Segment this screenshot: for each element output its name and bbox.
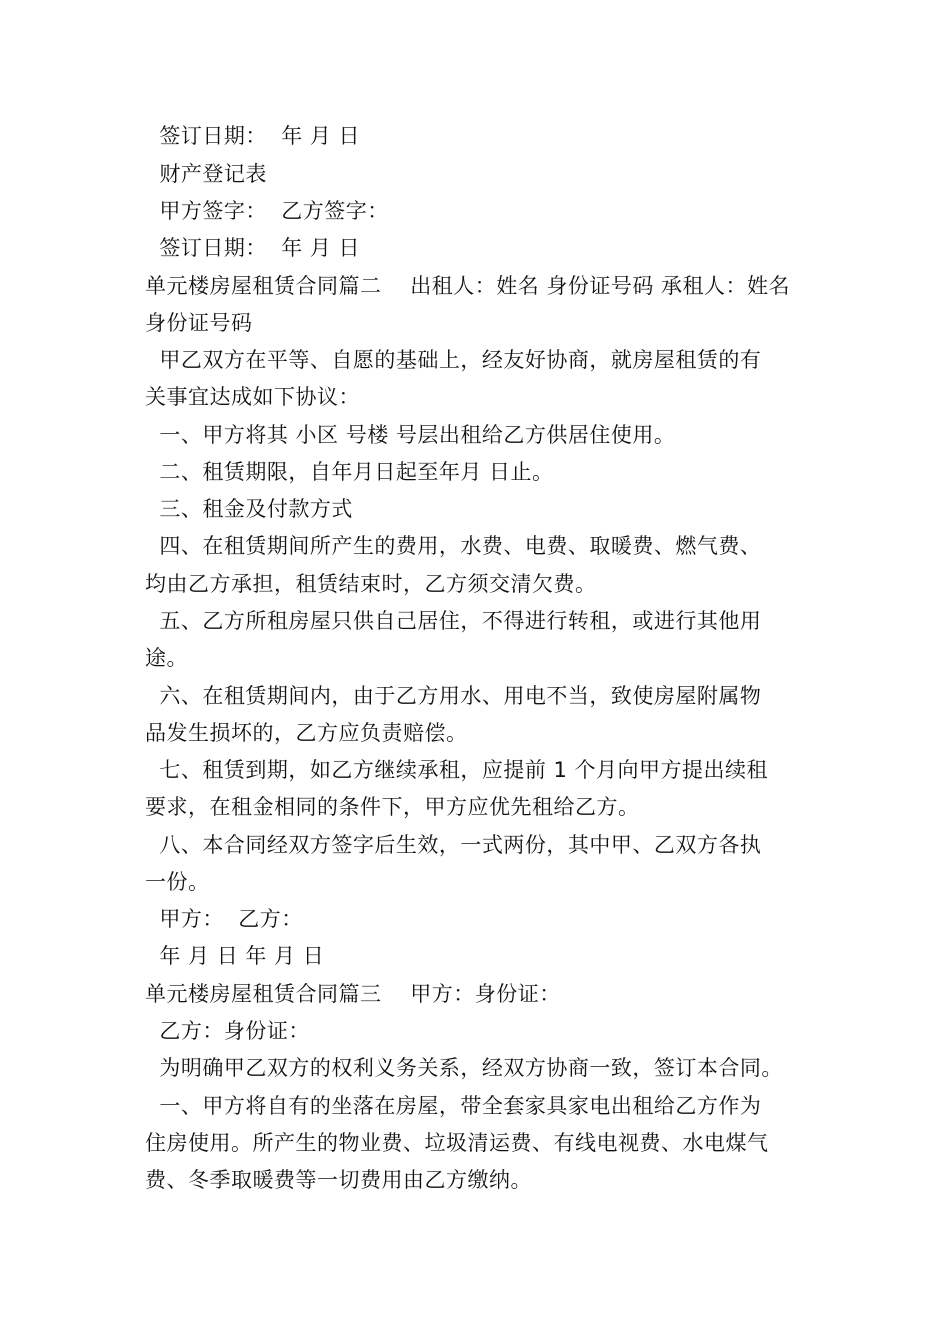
date-line: 年 月 日 年 月 日 — [145, 944, 325, 968]
contract-two-heading: 单元楼房屋租赁合同篇二 出租人：姓名 身份证号码 承租人：姓名 — [145, 274, 791, 298]
clause-line: 一、甲方将其 小区 号楼 号层出租给乙方供居住使用。 — [145, 423, 676, 447]
signature-line: 甲方签字： 乙方签字： — [145, 199, 389, 223]
clause-line: 要求，在租金相同的条件下，甲方应优先租给乙方。 — [145, 795, 640, 819]
clause-line: 一、甲方将自有的坐落在房屋，带全套家具家电出租给乙方作为 — [145, 1094, 762, 1118]
paragraph-line: 为明确甲乙双方的权利义务关系，经双方协商一致，签订本合同。 — [145, 1056, 783, 1080]
clause-line: 费、冬季取暖费等一切费用由乙方缴纳。 — [145, 1168, 532, 1192]
clause-line: 五、乙方所租房屋只供自己居住，不得进行转租，或进行其他用 — [145, 609, 762, 633]
party-signature-line: 甲方： 乙方： — [145, 907, 303, 931]
clause-line: 均由乙方承担，租赁结束时，乙方须交清欠费。 — [145, 572, 597, 596]
clause-line: 途。 — [145, 646, 188, 670]
clause-line: 品发生损坏的，乙方应负责赔偿。 — [145, 721, 468, 745]
paragraph-line: 身份证号码 — [145, 311, 253, 335]
clause-line: 三、租金及付款方式 — [145, 497, 353, 521]
clause-line: 一份。 — [145, 870, 210, 894]
clause-line: 八、本合同经双方签字后生效，一式两份，其中甲、乙双方各执 — [145, 833, 762, 857]
signing-date-line: 签订日期： 年 月 日 — [145, 236, 361, 260]
paragraph-line: 甲乙双方在平等、自愿的基础上，经友好协商，就房屋租赁的有 — [145, 348, 762, 372]
clause-line: 住房使用。所产生的物业费、垃圾清运费、有线电视费、水电煤气 — [145, 1131, 769, 1155]
clause-line: 六、在租赁期间内，由于乙方用水、用电不当，致使房屋附属物 — [145, 684, 762, 708]
party-id-line: 乙方：身份证： — [145, 1019, 310, 1043]
contract-three-heading: 单元楼房屋租赁合同篇三 甲方：身份证： — [145, 982, 561, 1006]
property-register-heading: 财产登记表 — [145, 162, 267, 186]
clause-line: 四、在租赁期间所产生的费用，水费、电费、取暖费、燃气费、 — [145, 534, 762, 558]
clause-line: 二、租赁期限，自年月日起至年月 日止。 — [145, 460, 554, 484]
paragraph-line: 关事宜达成如下协议： — [145, 385, 360, 409]
signing-date-line: 签订日期： 年 月 日 — [145, 124, 361, 148]
clause-line: 七、租赁到期，如乙方继续承租，应提前 1 个月向甲方提出续租 — [145, 758, 769, 782]
